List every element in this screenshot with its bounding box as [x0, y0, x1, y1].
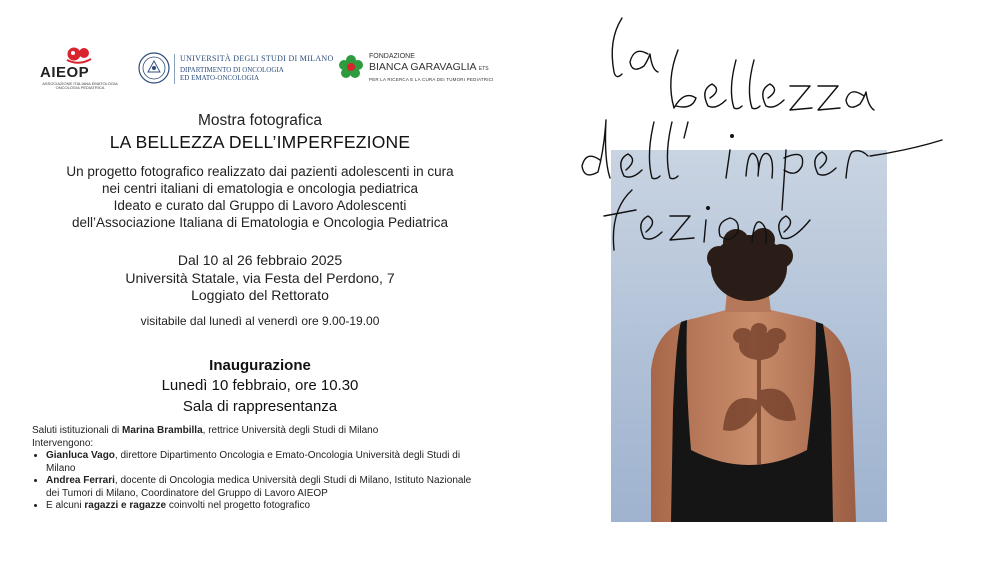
speakers-section [32, 425, 482, 513]
exhibition-dates [0, 252, 520, 305]
unimi-name: UNIVERSITÀ DEGLI STUDI DI MILANO [180, 54, 334, 63]
venue-address: Università Statale, via Festa del Perdono, 7 [125, 269, 395, 286]
logo-bar [40, 44, 510, 94]
exhibition-title: LA BELLEZZA DELL’IMPERFEZIONE [109, 132, 411, 152]
logo-divider [174, 54, 175, 84]
aieop-logo [40, 44, 120, 92]
exhibition-label: Mostra fotografica [197, 112, 323, 129]
venue-room: Loggiato del Rettorato [191, 287, 329, 303]
exhibition-description: Un progetto fotografico realizzato dai pazienti adolescenti in cura nei centri italiani di ematologia e oncologia pediatrica Ideato e curato dal Gruppo di Lavoro Adolescenti dell’Associazione Italiana di Ematologia e Oncologia Pediatrica [66, 164, 454, 230]
garavaglia-logo [338, 52, 518, 88]
aieop-figure-icon [64, 46, 94, 66]
institutional-greeting: Saluti istituzionali di Marina Brambilla, rettrice Università degli Studi di Milano [32, 425, 379, 436]
aieop-name: AIEOP [40, 64, 90, 81]
foundation-name: BIANCA GARAVAGLIA ETS [369, 61, 489, 73]
university-seal-icon [138, 52, 170, 84]
foundation-label: FONDAZIONE [369, 53, 415, 60]
foundation-tagline: PER LA RICERCA E LA CURA DEI TUMORI PEDIATRICI [369, 77, 494, 82]
visiting-hours: visitabile dal lunedì al venerdì ore 9.00-19.00 [140, 314, 380, 328]
flower-icon [338, 54, 364, 80]
inauguration-location: Sala di rappresentanza [182, 398, 338, 415]
speakers-list [32, 450, 482, 513]
handwritten-title [570, 10, 960, 260]
unimi-logo [138, 52, 338, 88]
date-range: Dal 10 al 26 febbraio 2025 [177, 252, 343, 268]
inauguration-heading: Inaugurazione [209, 357, 311, 374]
speakers-intro: Intervengono: [32, 437, 94, 449]
inauguration-date: Lunedì 10 febbraio, ore 10.30 [161, 377, 359, 394]
aieop-subtitle: ASSOCIAZIONE ITALIANA EMATOLOGIA ONCOLOGIA PEDIATRICA [42, 81, 118, 90]
unimi-department: DIPARTIMENTO DI ONCOLOGIA ED EMATO-ONCOLOGIA [180, 66, 284, 82]
speaker-item: • Gianluca Vago, direttore Dipartimento Oncologia e Emato-Oncologia Università degli Studi di Milano [46, 450, 482, 475]
speaker-item: • Andrea Ferrari, docente di Oncologia medica Università degli Studi di Milano, Istituto Nazionale dei Tumori di Milano, Coordinatore del Gruppo di Lavoro AIEOP [46, 475, 482, 500]
speaker-item: • E alcuni ragazzi e ragazze coinvolti nel progetto fotografico [46, 500, 482, 513]
